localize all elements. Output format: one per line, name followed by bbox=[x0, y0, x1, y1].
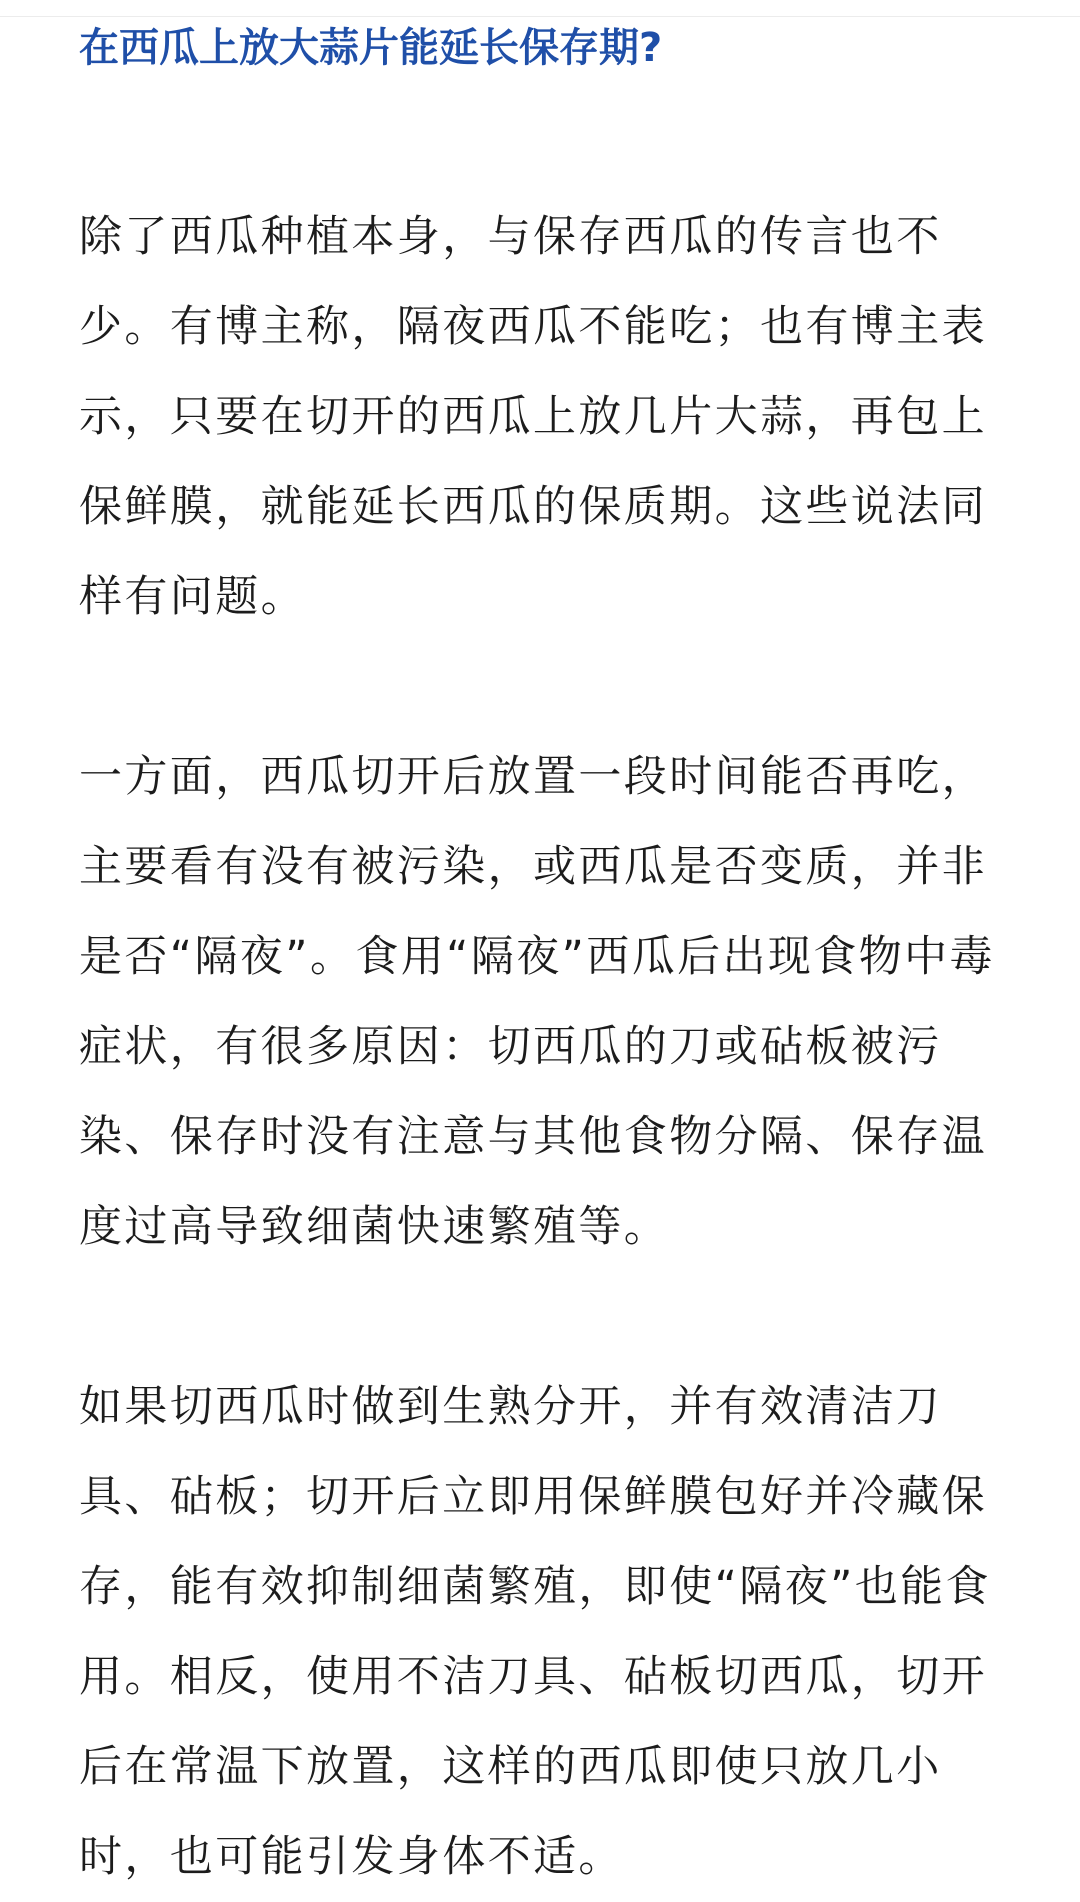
article-body bbox=[79, 16, 1009, 1902]
section-heading: 在西瓜上放大蒜片能延长保存期? bbox=[79, 25, 663, 71]
paragraph-1: 除了西瓜种植本身，与保存西瓜的传言也不少。有博主称，隔夜西瓜不能吃；也有博主表示，只要在切开的西瓜上放几片大蒜，再包上保鲜膜，就能延长西瓜的保质期。这些说法同样有问题。 bbox=[79, 212, 987, 622]
paragraph-2: 一方面，西瓜切开后放置一段时间能否再吃，主要看有没有被污染，或西瓜是否变质，并非是否“隔夜”。食用“隔夜”西瓜后出现食物中毒症状，有很多原因：切西瓜的刀或砧板被污染、保存时没有注意与其他食物分隔、保存温度过高导致细菌快速繁殖等。 bbox=[79, 752, 995, 1252]
paragraph-3: 如果切西瓜时做到生熟分开，并有效清洁刀具、砧板；切开后立即用保鲜膜包好并冷藏保存，能有效抑制细菌繁殖，即使“隔夜”也能食用。相反，使用不洁刀具、砧板切西瓜，切开后在常温下放置，这样的西瓜即使只放几小时，也可能引发身体不适。 bbox=[79, 1382, 991, 1882]
